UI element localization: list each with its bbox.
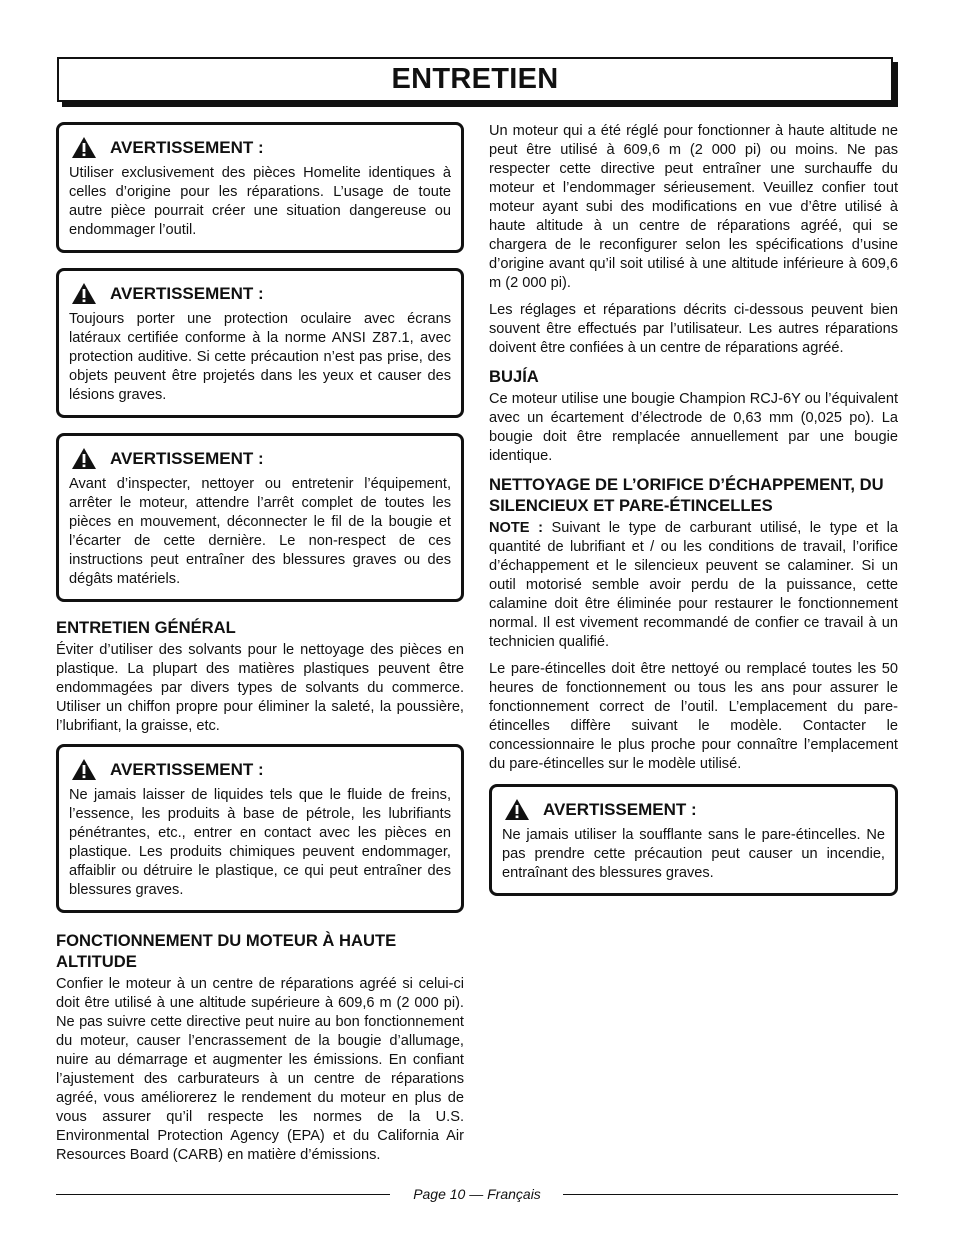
warning-triangle-icon <box>71 447 97 470</box>
section-note-nettoyage <box>489 519 898 652</box>
warning-header <box>69 758 451 781</box>
warning-title: AVERTISSEMENT : <box>110 283 264 303</box>
section-heading-general: ENTRETIEN GÉNÉRAL <box>56 618 236 637</box>
warning-box <box>56 433 464 602</box>
section-text-altitude-3: Les réglages et réparations décrits ci-dessous peuvent bien souvent être effectués par l’utilisateur. Les autres réparations doivent être confiées à un centre de réparations agréé. <box>489 302 898 356</box>
section-text-altitude-2: Un moteur qui a été réglé pour fonctionner à haute altitude ne peut être utilisé à 609,6 m (2 000 pi) ou moins. Ne pas respecter cette directive peut entraîner une surchauffe du moteur et l’endommager sérieusement. Veuillez confier tout moteur ayant subi des modifications en vue d’être utilisé à haute altitude à un centre de réparations agréé, qui se chargera de le reconfigurer selon les spécifications d’usine d’origine avant qu’il soit utilisé à une altitude inférieure à 609,6 m (2 000 pi). <box>489 123 898 291</box>
section-text-bujia: Ce moteur utilise une bougie Champion RCJ-6Y ou l’équivalent avec un écartement d’électrode de 0,63 mm (0,025 po). La bougie doit être remplacée annuellement par une bougie identique. <box>489 391 898 464</box>
warning-text: Utiliser exclusivement des pièces Homelite identiques à celles d’origine pour les réparations. L’usage de toute autre pièce pourrait créer une situation dangereuse ou endommager l’outil. <box>69 165 451 238</box>
section-heading-bujia: BUJÍA <box>489 367 539 386</box>
warning-header <box>69 282 451 305</box>
warning-title: AVERTISSEMENT : <box>110 759 264 779</box>
section-text-altitude: Confier le moteur à un centre de réparations agréé si celui-ci doit être utilisé à une altitude supérieure à 609,6 m (2 000 pi). Ne pas suivre cette directive peut nuire au bon fonctionnement du moteur, causer l’encrassement de la bougie d’allumage, nuire au démarrage et augmenter les émissions. En confiant l’ajustement des carburateurs à un centre de réparations agréé, vous améliorerez le rendement du moteur en plus de vous assurer qu’il respecte les normes de la U.S. Environmental Protection Agency (EPA) et du California Air Resources Board (CARB) en matière d’émissions. <box>56 976 464 1163</box>
warning-header <box>69 136 451 159</box>
warning-box <box>56 744 464 913</box>
warning-text: Ne jamais laisser de liquides tels que le fluide de freins, l’essence, les produits à base de pétrole, les lubrifiants pénétrantes, etc., entrer en contact avec les pièces en plastique. Les produits chimiques peuvent endommager, affaiblir ou détruire le plastique, ce qui peut entraîner des blessures graves. <box>69 787 451 898</box>
page-title-box <box>57 57 893 102</box>
warning-title: AVERTISSEMENT : <box>110 137 264 157</box>
page-footer: Page 10 — Français <box>413 1186 541 1202</box>
section-heading-nettoyage: NETTOYAGE DE L’ORIFICE D’ÉCHAPPEMENT, DU SILENCIEUX ET PARE-ÉTINCELLES <box>489 475 884 515</box>
warning-triangle-icon <box>71 758 97 781</box>
warning-text: Ne jamais utiliser la soufflante sans le pare-étincelles. Ne pas prendre cette précaution peut causer un incendie, entraînant des blessures graves. <box>502 827 885 881</box>
note-text: Suivant le type de carburant utilisé, le type et la quantité de lubrifiant et / ou les conditions de travail, l’orifice d’échappement et le silencieux peuvent se calaminer. Si un outil motorisé semble avoir perdu de la puissance, cette calamine doit être éliminée pour restaurer le fonctionnement normal. Il est vivement recommandé de confier ce travail à un technicien qualifié. <box>489 520 898 650</box>
section-text-nettoyage-2: Le pare-étincelles doit être nettoyé ou remplacé toutes les 50 heures de fonctionnement ou tous les ans pour assurer le fonctionnement correct de l’outil. L’emplacement du pare-étincelles diffère suivant le modèle. Contacter le concessionnaire le plus proche pour connaître l’emplacement du pare-étincelles sur le modèle utilisé. <box>489 661 898 772</box>
warning-header <box>69 447 451 470</box>
note-label: NOTE : <box>489 520 543 536</box>
warning-triangle-icon <box>71 282 97 305</box>
warning-header <box>502 798 885 821</box>
left-column <box>56 122 464 1173</box>
warning-box <box>56 268 464 418</box>
warning-title: AVERTISSEMENT : <box>110 448 264 468</box>
warning-text: Avant d’inspecter, nettoyer ou entretenir l’équipement, arrêter le moteur, attendre l’arrêt complet de toutes les pièces en mouvement, déconnecter le fil de la bougie et l’écarter de cette dernière. Le non-respect de ces instructions peut entraîner des blessures graves ou des dégâts matériels. <box>69 476 451 587</box>
warning-triangle-icon <box>504 798 530 821</box>
warning-box <box>56 122 464 253</box>
right-column <box>489 122 898 911</box>
warning-text: Toujours porter une protection oculaire avec écrans latéraux certifiée conforme à la norme ANSI Z87.1, avec protection auditive. Si cette précaution n’est pas prise, des objets peuvent être projetés dans les yeux et causer des lésions graves. <box>69 311 451 403</box>
warning-triangle-icon <box>71 136 97 159</box>
section-heading-altitude: FONCTIONNEMENT DU MOTEUR À HAUTE ALTITUDE <box>56 931 397 971</box>
warning-box <box>489 784 898 896</box>
page-title: ENTRETIEN <box>391 63 559 95</box>
warning-title: AVERTISSEMENT : <box>543 799 697 819</box>
section-text-general: Éviter d’utiliser des solvants pour le nettoyage des pièces en plastique. La plupart des matières plastiques peuvent être endommagées par divers types de solvants du commerce. Utiliser un chiffon propre pour éliminer la saleté, la poussière, l’lubrifiant, la graisse, etc. <box>56 642 464 734</box>
